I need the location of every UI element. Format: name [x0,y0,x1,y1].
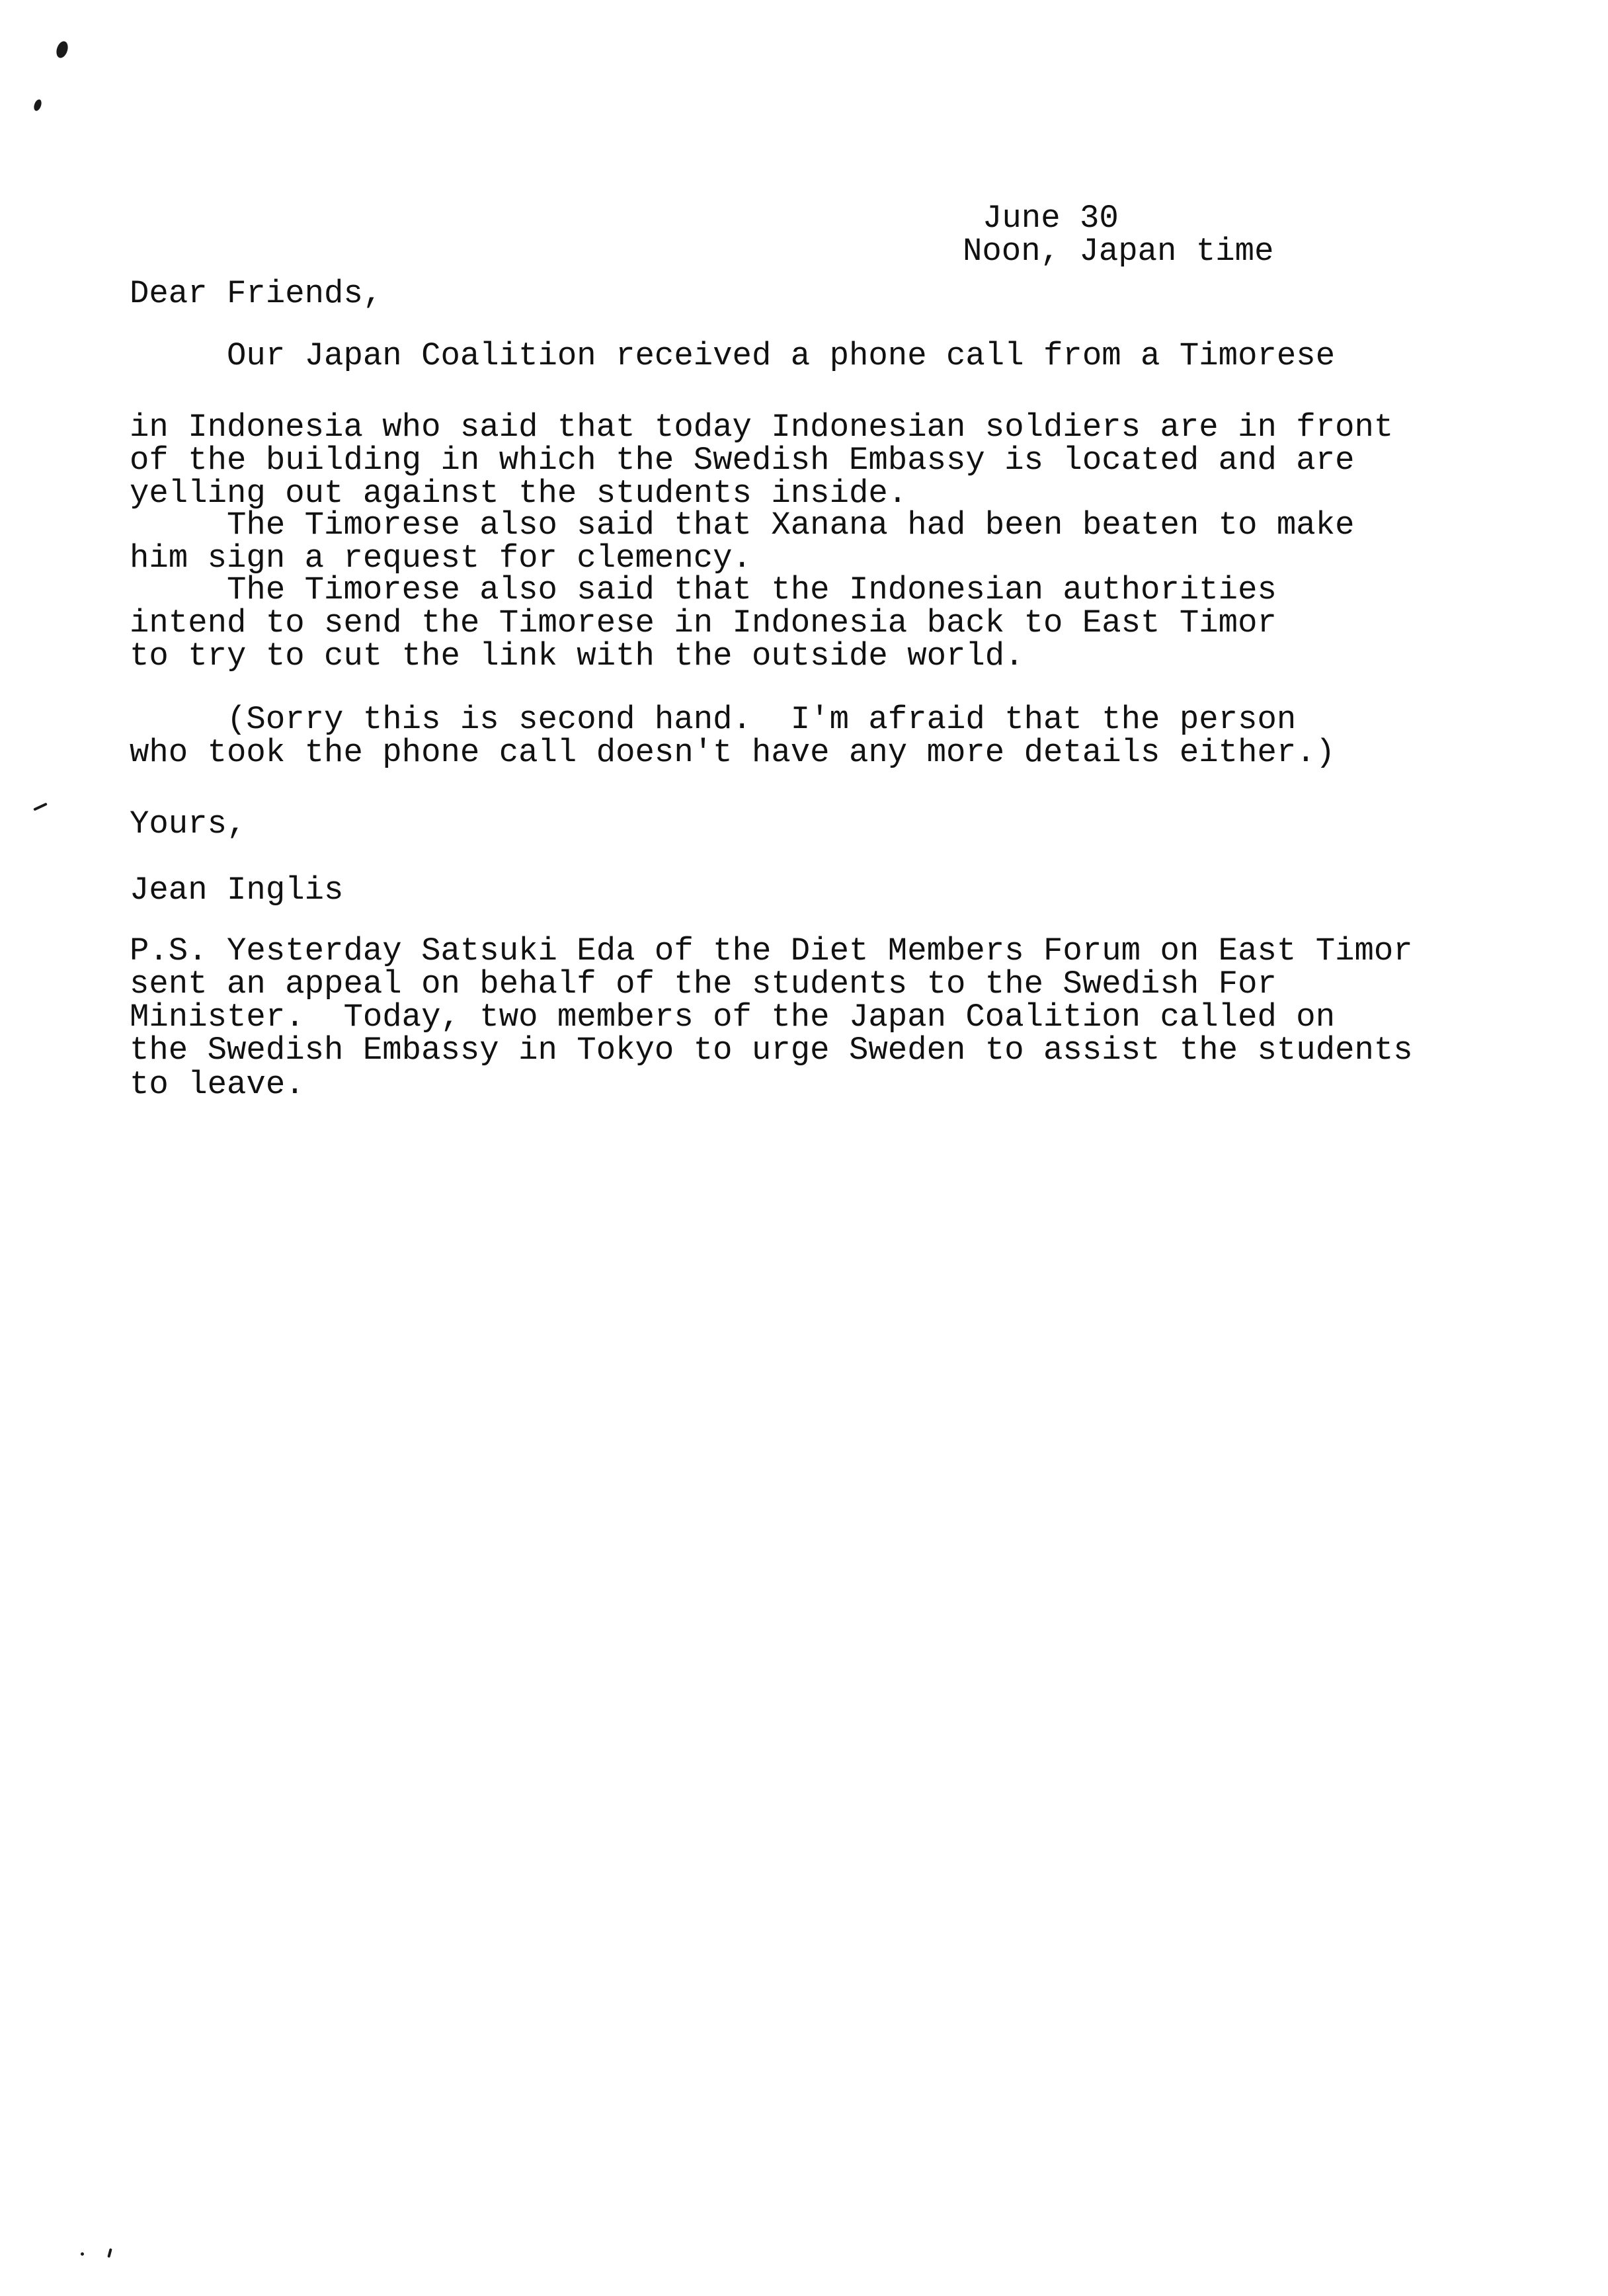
postscript-line: sent an appeal on behalf of the students to the Swedish For [130,965,1277,1003]
postscript-line: to leave. [130,1066,305,1103]
scan-speck [81,2252,84,2256]
paragraph-1-line: in Indonesia who said that today Indonesian soldiers are in front [130,409,1394,446]
letter-signature: Jean Inglis [130,872,344,909]
paragraph-2-line: him sign a request for clemency. [130,540,752,577]
scan-speck [107,2248,112,2258]
letter-time: Noon, Japan time [963,233,1274,270]
paragraph-1-line: yelling out against the students inside. [130,475,908,512]
postscript-line: P.S. Yesterday Satsuki Eda of the Diet Members Forum on East Timor [130,932,1413,969]
letter-salutation: Dear Friends, [130,275,383,312]
postscript-line: the Swedish Embassy in Tokyo to urge Sweden to assist the students [130,1032,1413,1069]
paragraph-4-line: (Sorry this is second hand. I'm afraid that the person [130,701,1297,738]
scan-speck [54,40,69,60]
postscript-line: Minister. Today, two members of the Japan Coalition called on [130,999,1336,1036]
paragraph-4-line: who took the phone call doesn't have any more details either.) [130,734,1336,771]
paragraph-2-line: The Timorese also said that Xanana had been beaten to make [130,507,1355,544]
scan-speck [32,99,43,112]
paragraph-3-line: to try to cut the link with the outside world. [130,637,1024,675]
letter-closing: Yours, [130,805,247,842]
paragraph-1-line: Our Japan Coalition received a phone call from a Timorese [130,337,1336,374]
paragraph-1-line: of the building in which the Swedish Embassy is located and are [130,442,1355,479]
paragraph-3-line: intend to send the Timorese in Indonesia back to East Timor [130,604,1277,641]
letter-date: June 30 [983,200,1119,237]
scan-speck [33,803,48,811]
paragraph-3-line: The Timorese also said that the Indonesian authorities [130,571,1277,608]
